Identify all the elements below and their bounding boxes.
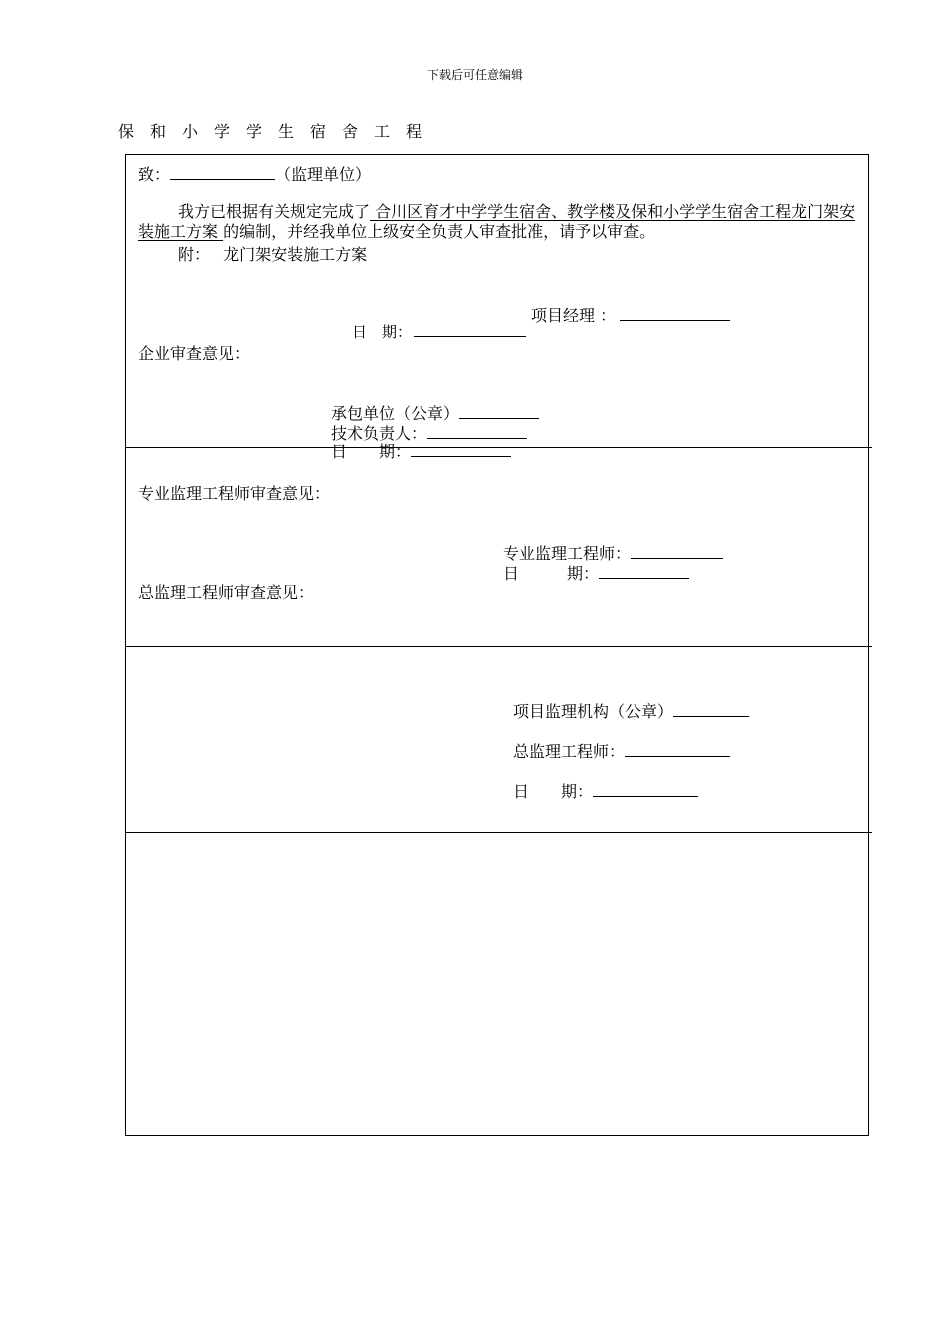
project-name: 合川区育才中学学生宿舍、教学楼及保和小学学生宿舍工程龙门架安装施工方案 xyxy=(138,202,856,241)
attach-value: 龙门架安装施工方案 xyxy=(223,245,368,264)
tech-label: 技术负责人： xyxy=(331,424,428,443)
pm-signature-blank[interactable] xyxy=(620,306,730,321)
org-seal-line xyxy=(513,699,749,722)
specialist-review-label: 专业监理工程师审查意见： xyxy=(138,484,331,503)
date-line-4 xyxy=(513,779,698,802)
chief-sign-blank[interactable] xyxy=(625,742,730,757)
divider-2 xyxy=(125,646,872,647)
form-frame xyxy=(125,154,869,1136)
divider-3 xyxy=(125,832,872,833)
body-pre: 我方已根据有关规定完成了 xyxy=(178,202,371,221)
project-manager-line xyxy=(531,303,730,326)
date-label-2: 日 期： xyxy=(331,442,412,461)
tech-lead-blank[interactable] xyxy=(427,424,527,439)
specialist-sign-blank[interactable] xyxy=(631,544,723,559)
date-line-3 xyxy=(503,561,689,584)
chief-sign-label: 总监理工程师： xyxy=(513,742,626,761)
contractor-blank[interactable] xyxy=(459,404,539,419)
to-label: 致： xyxy=(138,165,171,184)
header-note: 下载后可任意编辑 xyxy=(426,68,523,82)
date-line-2 xyxy=(331,439,511,462)
pm-label: 项目经理 ： xyxy=(531,306,617,325)
submission-paragraph xyxy=(138,202,858,242)
enterprise-review-label: 企业审查意见： xyxy=(138,344,251,363)
contractor-label: 承包单位（公章） xyxy=(331,404,460,423)
date-label-4: 日 期： xyxy=(513,782,594,801)
addressee-line xyxy=(138,162,371,185)
date-label-3: 日 期： xyxy=(503,564,600,583)
to-suffix: （监理单位） xyxy=(275,165,372,184)
date-blank-4[interactable] xyxy=(593,782,698,797)
attachment-line xyxy=(178,242,367,265)
body-post: 的编制，并经我单位上级安全负责人审查批准，请予以审查。 xyxy=(223,222,656,241)
chief-sign-line xyxy=(513,739,730,762)
specialist-sign-label: 专业监理工程师： xyxy=(503,544,632,563)
date-blank-2[interactable] xyxy=(411,442,511,457)
project-title: 保和小学学生宿舍工程 xyxy=(118,122,439,141)
org-seal-blank[interactable] xyxy=(673,702,749,717)
chief-review-label: 总监理工程师审查意见： xyxy=(138,583,315,602)
date-blank-3[interactable] xyxy=(599,564,689,579)
attach-label: 附： xyxy=(178,245,211,264)
date-line-1 xyxy=(352,321,526,342)
date-blank-1[interactable] xyxy=(414,322,526,337)
supervision-unit-blank[interactable] xyxy=(170,165,275,180)
org-label: 项目监理机构（公章） xyxy=(513,702,674,721)
date-label-1: 日 期： xyxy=(352,323,413,341)
